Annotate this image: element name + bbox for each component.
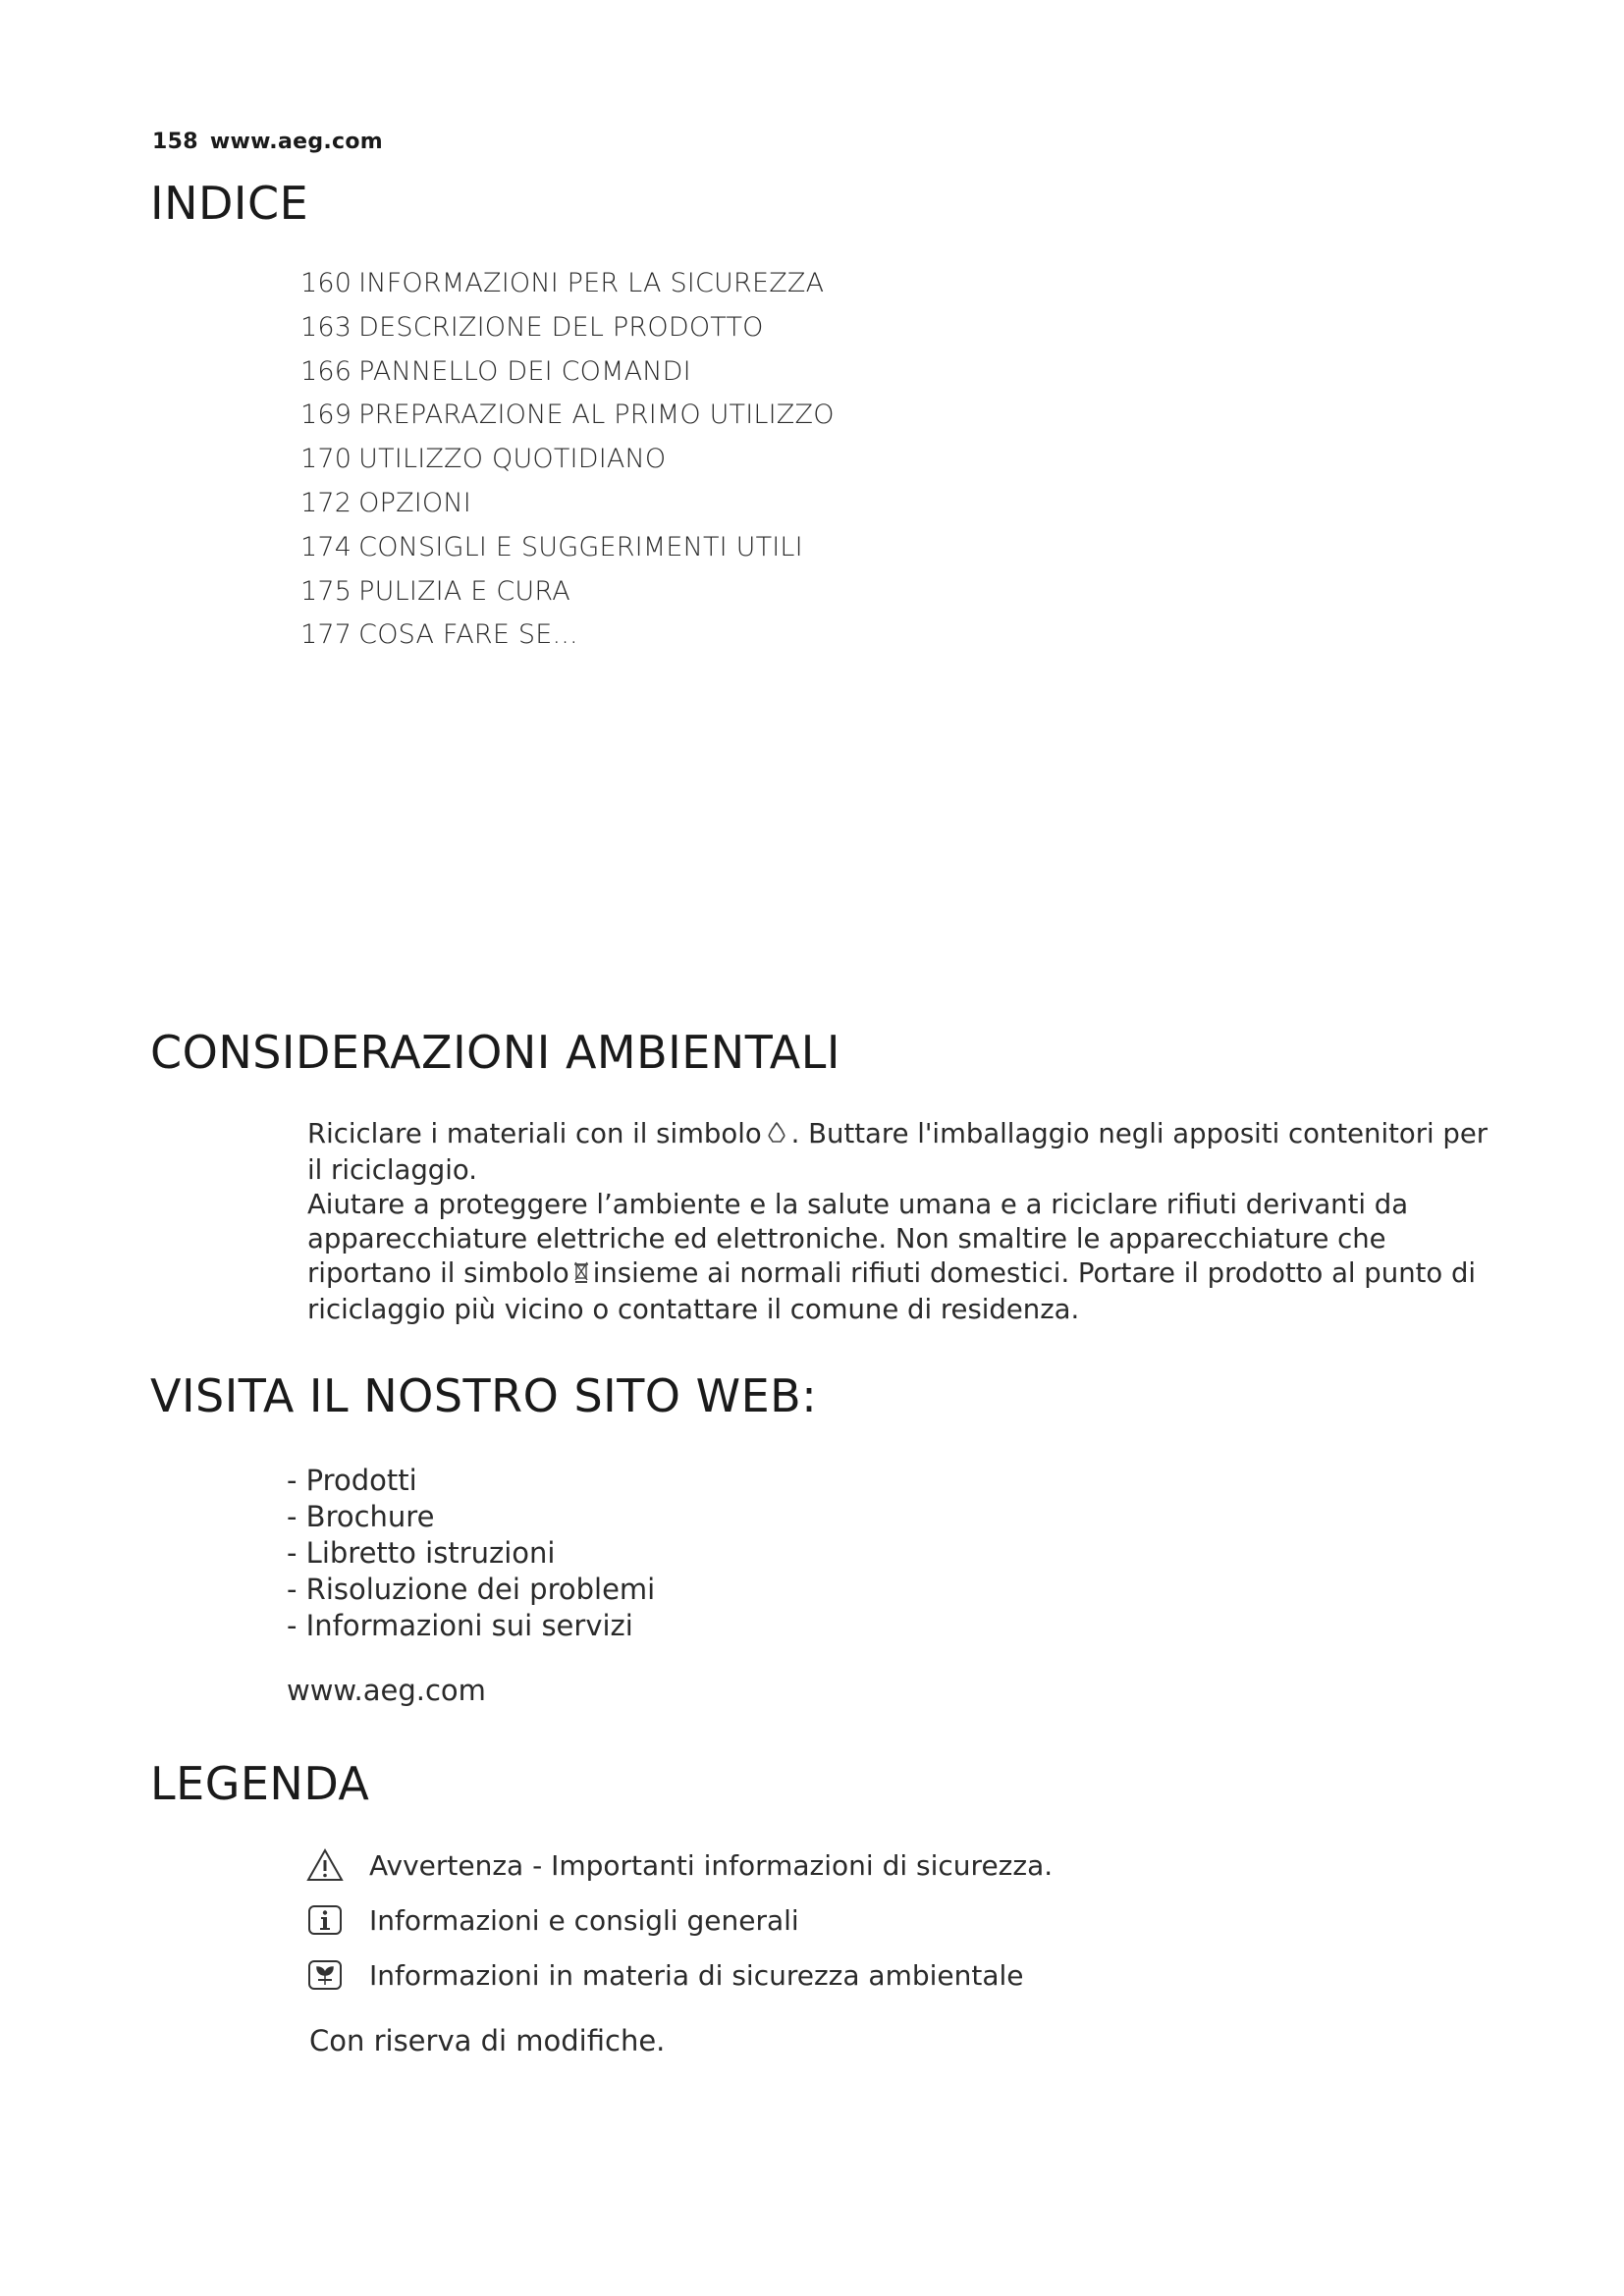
env-text-segment: Riciclare i materiali con il simbolo — [307, 1118, 762, 1149]
legend-text: Informazioni in materia di sicurezza ambientale — [369, 1958, 1024, 1992]
legend-item — [304, 1948, 1053, 2002]
toc-label: OPZIONI — [358, 487, 471, 518]
header-site-link[interactable]: www.aeg.com — [209, 130, 384, 154]
toc-page: 177 — [300, 619, 352, 651]
toc-label: DESCRIZIONE DEL PRODOTTO — [358, 311, 764, 343]
environment-icon — [304, 1955, 346, 1995]
environment-paragraph — [307, 1117, 1505, 1188]
toc-item[interactable] — [300, 438, 835, 482]
toc-label: CONSIGLI E SUGGERIMENTI UTILI — [358, 531, 803, 562]
list-item: - Informazioni sui servizi — [287, 1609, 633, 1642]
page-number: 158 — [152, 130, 198, 154]
toc-page: 170 — [300, 444, 352, 475]
toc-page: 163 — [300, 311, 352, 343]
legend-note: Con riserva di modifiche. — [309, 2024, 666, 2057]
index-title: INDICE — [150, 177, 309, 230]
environment-text — [307, 1117, 1505, 1327]
toc-item[interactable] — [300, 262, 835, 306]
environment-paragraph — [307, 1188, 1505, 1327]
toc-page: 172 — [300, 487, 352, 518]
legend-item — [304, 1893, 1053, 1948]
toc-item[interactable] — [300, 350, 835, 395]
warning-icon — [304, 1845, 346, 1885]
toc-label: PREPARAZIONE AL PRIMO UTILIZZO — [358, 400, 835, 431]
list-item: - Libretto istruzioni — [287, 1536, 556, 1570]
env-text-segment: . Buttare l'imballaggio negli appositi contenitori per il riciclaggio. — [307, 1118, 1489, 1186]
legend-title: LEGENDA — [150, 1757, 370, 1810]
list-item: - Risoluzione dei problemi — [287, 1573, 656, 1606]
list-item: - Prodotti — [287, 1464, 417, 1497]
table-of-contents — [300, 262, 835, 658]
toc-item[interactable] — [300, 570, 835, 614]
legend-text: Informazioni e consigli generali — [369, 1903, 799, 1937]
toc-label: COSA FARE SE... — [358, 619, 578, 651]
environment-title: CONSIDERAZIONI AMBIENTALI — [150, 1026, 840, 1079]
toc-page: 160 — [300, 268, 352, 298]
toc-item[interactable] — [300, 482, 835, 526]
toc-item[interactable] — [300, 306, 835, 350]
info-icon — [304, 1900, 346, 1940]
website-title: VISITA IL NOSTRO SITO WEB: — [150, 1369, 818, 1422]
toc-label: INFORMAZIONI PER LA SICUREZZA — [358, 268, 825, 298]
toc-page: 169 — [300, 400, 352, 431]
toc-label: PULIZIA E CURA — [358, 575, 570, 607]
list-item: - Brochure — [287, 1500, 435, 1533]
toc-label: PANNELLO DEI COMANDI — [358, 355, 691, 387]
toc-label: UTILIZZO QUOTIDIANO — [358, 444, 667, 475]
env-text-segment: insieme ai normali rifiuti domestici. Portare il prodotto al punto di riciclaggio più vicino o contattare il comune di residenza. — [307, 1257, 1477, 1325]
toc-item[interactable] — [300, 526, 835, 570]
toc-page: 175 — [300, 575, 352, 607]
recycle-icon — [766, 1119, 787, 1153]
toc-page: 174 — [300, 531, 352, 562]
toc-item[interactable] — [300, 614, 835, 658]
page-header — [152, 130, 383, 154]
env-text-segment: Aiutare a proteggere l’ambiente e la salute umana e a riciclare rifiuti derivanti da apparecchiature elettriche ed elettroniche. Non smaltire le apparecchiature che riportano il simbolo — [307, 1189, 1409, 1289]
toc-page: 166 — [300, 355, 352, 387]
legend-text: Avvertenza - Importanti informazioni di sicurezza. — [369, 1848, 1054, 1882]
toc-item[interactable] — [300, 394, 835, 438]
legend-list — [304, 1838, 1053, 2002]
website-url-link[interactable]: www.aeg.com — [287, 1674, 486, 1707]
legend-item — [304, 1838, 1053, 1893]
website-list — [287, 1463, 655, 1644]
weee-bin-icon — [573, 1258, 589, 1293]
